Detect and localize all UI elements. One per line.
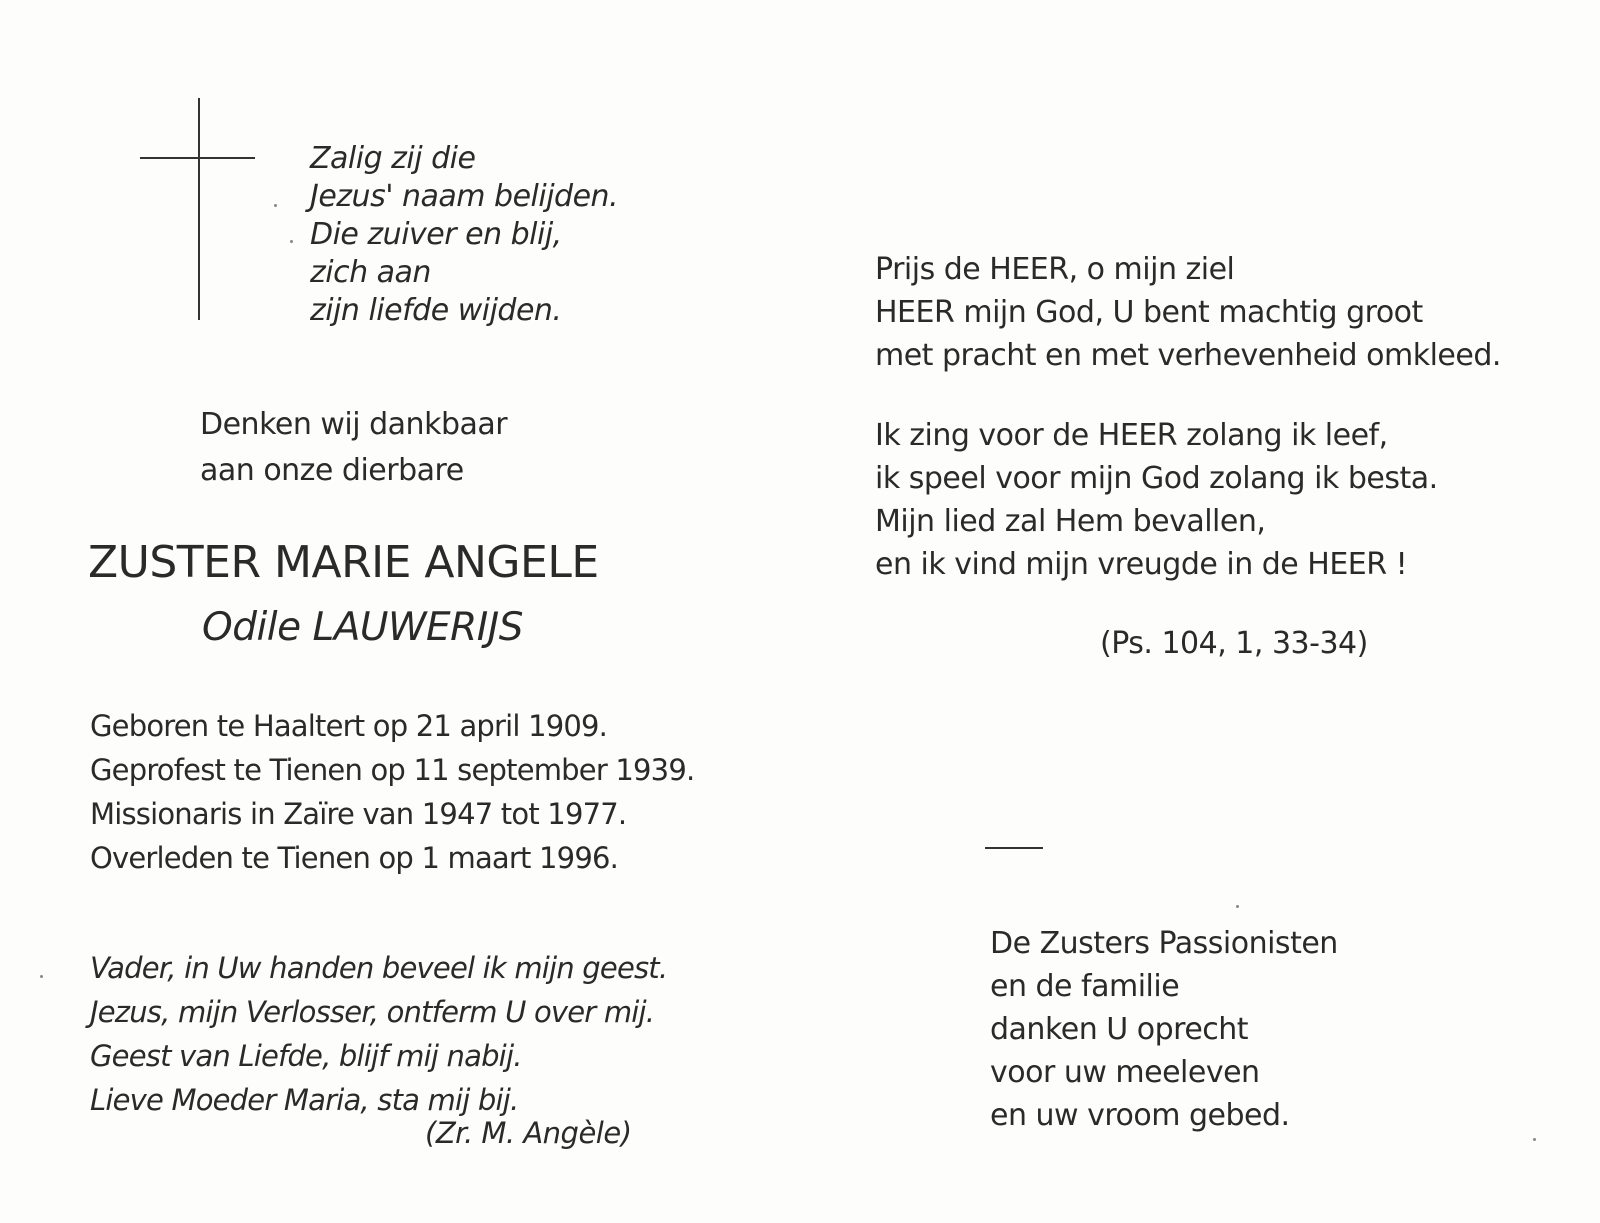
- biography-line: Missionaris in Zaïre van 1947 tot 1977.: [90, 797, 627, 831]
- thanks-note: [990, 922, 1338, 1137]
- verse-line: Die zuiver en blij,: [310, 217, 562, 252]
- religious-name: ZUSTER MARIE ANGELE: [88, 537, 599, 588]
- verse-line: Jezus' naam belijden.: [310, 179, 619, 214]
- cross-horizontal-beam: [140, 157, 255, 159]
- verse-line: Zalig zij die: [310, 141, 476, 176]
- psalm-line: HEER mijn God, U bent machtig groot: [875, 295, 1423, 330]
- thanks-line: De Zusters Passionisten: [990, 926, 1338, 961]
- prayer: [90, 946, 667, 1122]
- biography-line: Overleden te Tienen op 1 maart 1996.: [90, 841, 619, 875]
- civil-name: Odile LAUWERIJS: [202, 605, 524, 650]
- paper-speck: [40, 975, 43, 978]
- psalm-line: Mijn lied zal Hem bevallen,: [875, 504, 1266, 539]
- intro-line: Denken wij dankbaar: [200, 407, 508, 442]
- biography-line: Geboren te Haaltert op 21 april 1909.: [90, 709, 608, 743]
- psalm-reference: (Ps. 104, 1, 33-34): [1100, 626, 1368, 661]
- paper-speck: [1533, 1138, 1536, 1141]
- biography-line: Geprofest te Tienen op 11 september 1939.: [90, 753, 695, 787]
- thanks-line: danken U oprecht: [990, 1012, 1249, 1047]
- prayer-signature: (Zr. M. Angèle): [425, 1116, 632, 1150]
- psalm-line: Prijs de HEER, o mijn ziel: [875, 252, 1235, 287]
- thanks-line: en de familie: [990, 969, 1180, 1004]
- cross-vertical-beam: [198, 98, 200, 320]
- divider-dash: [985, 847, 1043, 849]
- prayer-line: Geest van Liefde, blijf mij nabij.: [90, 1039, 522, 1073]
- paper-speck: [274, 204, 277, 207]
- psalm-line: ik speel voor mijn God zolang ik besta.: [875, 461, 1438, 496]
- psalm-line: met pracht en met verhevenheid omkleed.: [875, 338, 1501, 373]
- intro-line: aan onze dierbare: [200, 453, 464, 488]
- prayer-line: Vader, in Uw handen beveel ik mijn geest.: [90, 951, 668, 985]
- verse-line: zich aan: [310, 255, 431, 290]
- intro-text: [200, 402, 507, 494]
- biography: [90, 704, 694, 880]
- psalm-line: en ik vind mijn vreugde in de HEER !: [875, 547, 1408, 582]
- paper-speck: [1236, 905, 1239, 908]
- psalm-stanza-2: [875, 414, 1438, 586]
- psalm-line: Ik zing voor de HEER zolang ik leef,: [875, 418, 1388, 453]
- paper-speck: [290, 240, 293, 243]
- thanks-line: voor uw meeleven: [990, 1055, 1260, 1090]
- thanks-line: en uw vroom gebed.: [990, 1098, 1290, 1133]
- psalm-stanza-1: [875, 248, 1501, 377]
- verse-line: zijn liefde wijden.: [310, 293, 562, 328]
- opening-verse: [310, 140, 618, 330]
- prayer-line: Jezus, mijn Verlosser, ontferm U over mij.: [90, 995, 655, 1029]
- prayer-line: Lieve Moeder Maria, sta mij bij.: [90, 1083, 519, 1117]
